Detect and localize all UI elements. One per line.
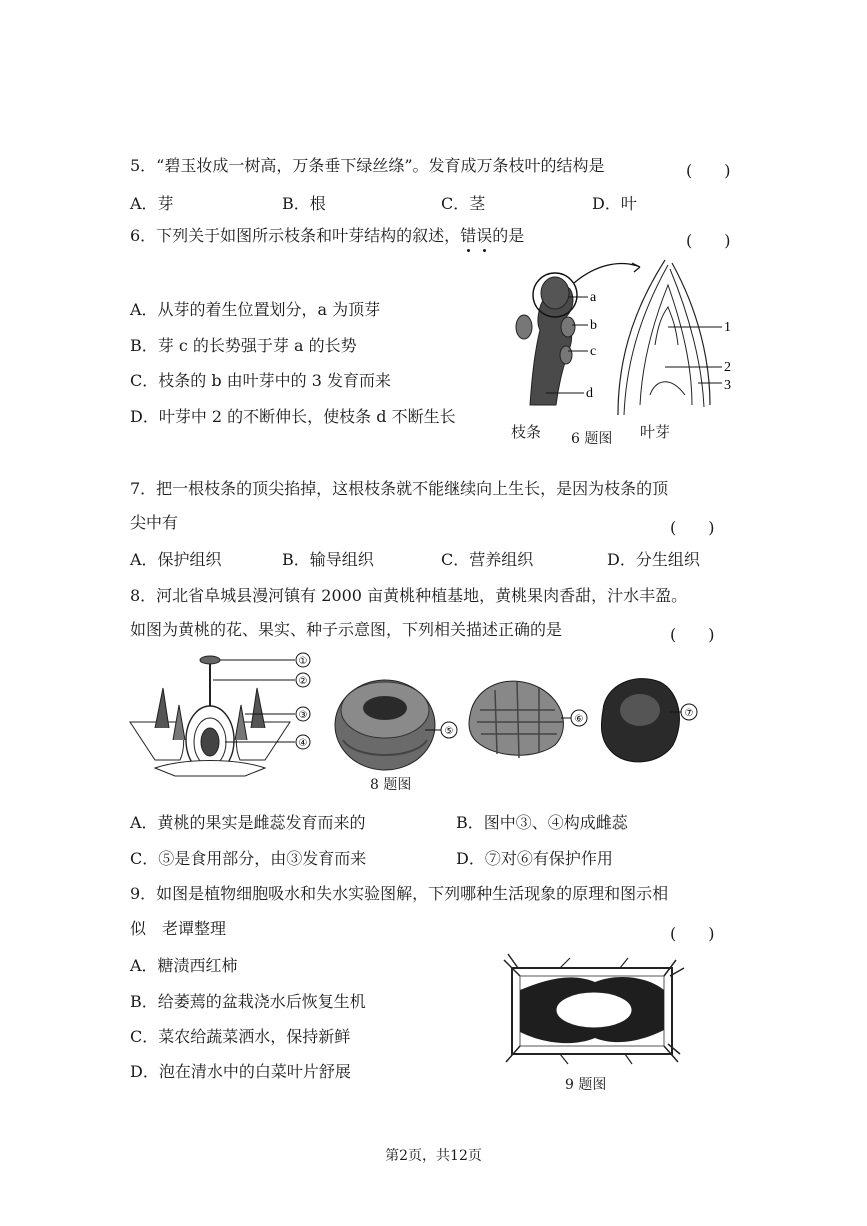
q9-option-b: B．给萎蔫的盆栽浇水后恢复生机 [130, 992, 366, 1011]
q6-label-1: 1 [724, 320, 731, 335]
q5-answer-paren: ( ) [686, 161, 731, 180]
q9-note: 老谭整理 [162, 919, 227, 938]
q9-figure [500, 950, 690, 1070]
q8-option-b: B．图中③、④构成雌蕊 [456, 813, 628, 832]
q6-option-c: C．枝条的 b 由叶芽中的 3 发育而来 [130, 371, 392, 390]
q6-option-a: A．从芽的着生位置划分，a 为顶芽 [130, 300, 381, 319]
q8-label-7: ⑦ [684, 708, 694, 719]
q5-option-d: D．叶 [592, 194, 637, 213]
peach-fruit-diagram [335, 680, 457, 770]
q9-line1: 9．如图是植物细胞吸水和失水实验图解，下列哪种生活现象的原理和图示相 [130, 884, 669, 903]
q6-label-b: b [590, 318, 597, 333]
q8-option-d: D．⑦对⑥有保护作用 [456, 849, 613, 868]
q7-option-b: B．输导组织 [282, 550, 374, 569]
q6-figure [500, 255, 760, 445]
q5-option-a: A．芽 [130, 194, 174, 213]
q8-line1: 8．河北省阜城县漫河镇有 2000 亩黄桃种植基地，黄桃果肉香甜，汁水丰盈。 [130, 586, 688, 605]
q8-label-2: ② [298, 676, 308, 687]
q8-option-c: C．⑤是食用部分，由③发育而来 [130, 849, 367, 868]
q7-option-c: C．营养组织 [441, 550, 534, 569]
q8-figure [125, 650, 725, 785]
q7-option-a: A．保护组织 [130, 550, 222, 569]
q6-label-c: c [590, 344, 597, 359]
q6-option-b: B．芽 c 的长势强于芽 a 的长势 [130, 336, 357, 355]
page-footer: 第2页，共12页 [385, 1148, 482, 1164]
q7-line1: 7．把一根枝条的顶尖掐掉，这根枝条就不能继续向上生长，是因为枝条的顶 [130, 479, 669, 498]
q8-label-5: ⑤ [444, 726, 454, 737]
q6-label-a: a [590, 290, 597, 305]
q6-emphasis-2: 误 [476, 226, 493, 245]
q7-answer-paren: ( ) [670, 518, 715, 537]
q6-caption-leafbud: 叶芽 [640, 423, 671, 441]
q8-label-1: ① [298, 656, 308, 667]
peach-seed-diagram [601, 679, 697, 762]
q8-label-4: ④ [298, 738, 308, 749]
q5-option-b: B．根 [282, 194, 326, 213]
q6-caption: 6 题图 [571, 431, 613, 447]
q7-option-d: D．分生组织 [607, 550, 700, 569]
peach-stone-diagram [469, 681, 587, 758]
q6-option-d: D．叶芽中 2 的不断伸长，使枝条 d 不断生长 [130, 407, 456, 426]
q9-answer-paren: ( ) [670, 924, 715, 943]
q5-stem: 5．“碧玉妆成一树高，万条垂下绿丝绦”。发育成万条枝叶的结构是 [130, 156, 605, 175]
q6-label-3: 3 [724, 378, 731, 393]
peach-flower-diagram [130, 653, 310, 776]
q8-label-3: ③ [298, 710, 308, 721]
q8-label-6: ⑥ [574, 714, 584, 725]
q9-caption: 9 题图 [565, 1077, 607, 1093]
q6-label-2: 2 [724, 360, 731, 375]
q6-answer-paren: ( ) [686, 231, 731, 250]
q6-label-d: d [586, 386, 593, 401]
q9-option-a: A．糖渍西红柿 [130, 956, 238, 975]
q8-answer-paren: ( ) [670, 625, 715, 644]
q9-option-d: D．泡在清水中的白菜叶片舒展 [130, 1062, 351, 1081]
q9-option-c: C．菜农给蔬菜洒水，保持新鲜 [130, 1027, 351, 1046]
q7-line2: 尖中有 [130, 513, 179, 532]
q9-line2: 似 老谭整理 [130, 919, 227, 938]
q6-emphasis-1: 错 [460, 226, 477, 245]
q8-caption: 8 题图 [370, 777, 412, 793]
q8-option-a: A．黄桃的果实是雌蕊发育而来的 [130, 813, 366, 832]
q8-line2: 如图为黄桃的花、果实、种子示意图，下列相关描述正确的是 [130, 620, 563, 639]
q6-caption-branch: 枝条 [511, 423, 542, 441]
q6-stem: 6．下列关于如图所示枝条和叶芽结构的叙述，错误的是 [130, 226, 525, 245]
q5-option-c: C．茎 [441, 194, 486, 213]
